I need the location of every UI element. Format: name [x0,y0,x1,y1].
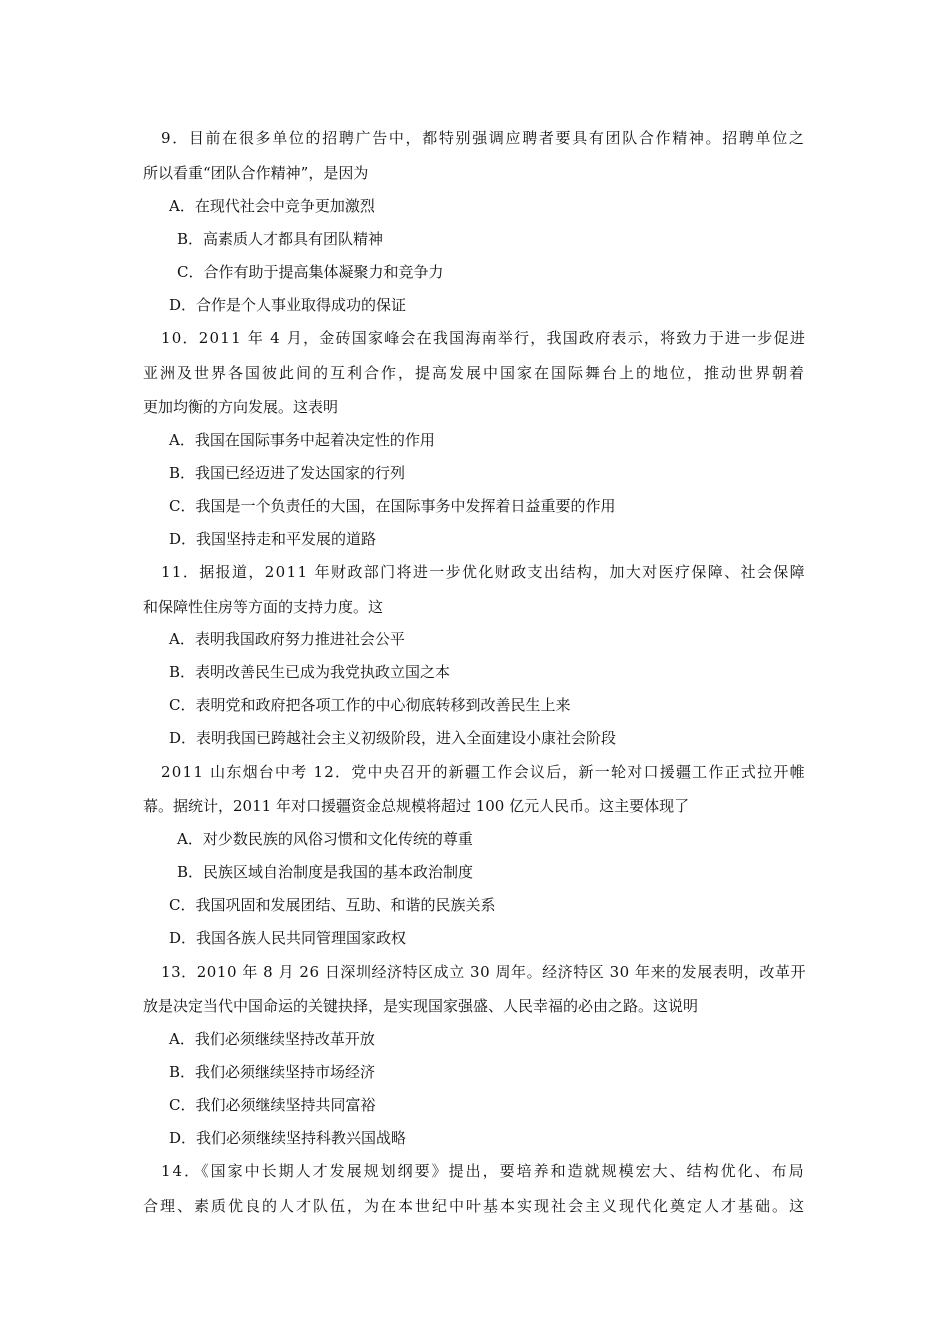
question-10-option-b: B．我国已经迈进了发达国家的行列 [169,464,406,482]
question-12-stem-line-2: 幕。据统计，2011 年对口援疆资金总规模将超过 100 亿元人民币。这主要体现了 [143,797,690,815]
question-9-option-a: A．在现代社会中竞争更加激烈 [169,197,375,215]
question-10-option-d: D．我国坚持走和平发展的道路 [169,530,377,548]
question-11-option-d: D．表明我国已跨越社会主义初级阶段，进入全面建设小康社会阶段 [169,729,617,747]
question-10-stem-line-3: 更加均衡的方向发展。这表明 [143,398,339,416]
question-10-stem-line-2: 亚洲及世界各国彼此间的互利合作，提高发展中国家在国际舞台上的地位，推动世界朝着 [143,364,807,382]
question-11-option-c: C．表明党和政府把各项工作的中心彻底转移到改善民生上来 [169,696,571,714]
question-14-stem-line-2: 合理、素质优良的人才队伍，为在本世纪中叶基本实现社会主义现代化奠定人才基础。这 [143,1197,807,1215]
question-13-option-d: D．我们必须继续坚持科教兴国战略 [169,1129,407,1147]
question-10-option-c: C．我国是一个负责任的大国，在国际事务中发挥着日益重要的作用 [169,497,616,515]
question-11-stem-line-2: 和保障性住房等方面的支持力度。这 [143,598,384,616]
question-9-option-c: C．合作有助于提高集体凝聚力和竞争力 [177,263,444,281]
question-11-option-a: A．表明我国政府努力推进社会公平 [169,630,405,648]
question-10-stem-line-1: 10．2011 年 4 月，金砖国家峰会在我国海南举行，我国政府表示，将致力于进一步促进 [161,329,807,347]
question-13-option-c: C．我们必须继续坚持共同富裕 [169,1096,376,1114]
question-9-stem-line-1: 9．目前在很多单位的招聘广告中，都特别强调应聘者要具有团队合作精神。招聘单位之 [161,129,806,147]
question-11-stem-line-1: 11．据报道，2011 年财政部门将进一步优化财政支出结构，加大对医疗保障、社会保障 [161,563,807,581]
question-12-option-a: A．对少数民族的风俗习惯和文化传统的尊重 [177,830,473,848]
question-12-stem-line-1: 2011 山东烟台中考 12．党中央召开的新疆工作会议后，新一轮对口援疆工作正式拉开帷 [161,763,806,781]
question-13-option-a: A．我们必须继续坚持改革开放 [169,1030,375,1048]
question-10-option-a: A．我国在国际事务中起着决定性的作用 [169,431,435,449]
question-9-stem-line-2: 所以看重“团队合作精神”，是因为 [143,164,369,182]
question-13-stem-line-1: 13．2010 年 8 月 26 日深圳经济特区成立 30 周年。经济特区 30 年来的发展表明，改革开 [161,963,806,981]
question-13-option-b: B．我们必须继续坚持市场经济 [169,1063,376,1081]
question-12-option-c: C．我国巩固和发展团结、互助、和谐的民族关系 [169,896,496,914]
question-12-option-d: D．我国各族人民共同管理国家政权 [169,929,407,947]
question-11-option-b: B．表明改善民生已成为我党执政立国之本 [169,663,451,681]
question-9-option-d: D．合作是个人事业取得成功的保证 [169,296,407,314]
question-12-option-b: B．民族区域自治制度是我国的基本政治制度 [177,863,474,881]
question-9-option-b: B．高素质人才都具有团队精神 [177,230,384,248]
question-13-stem-line-2: 放是决定当代中国命运的关键抉择，是实现国家强盛、人民幸福的必由之路。这说明 [143,997,699,1015]
question-14-stem-line-1: 14．《国家中长期人才发展规划纲要》提出，要培养和造就规模宏大、结构优化、布局 [161,1162,806,1180]
